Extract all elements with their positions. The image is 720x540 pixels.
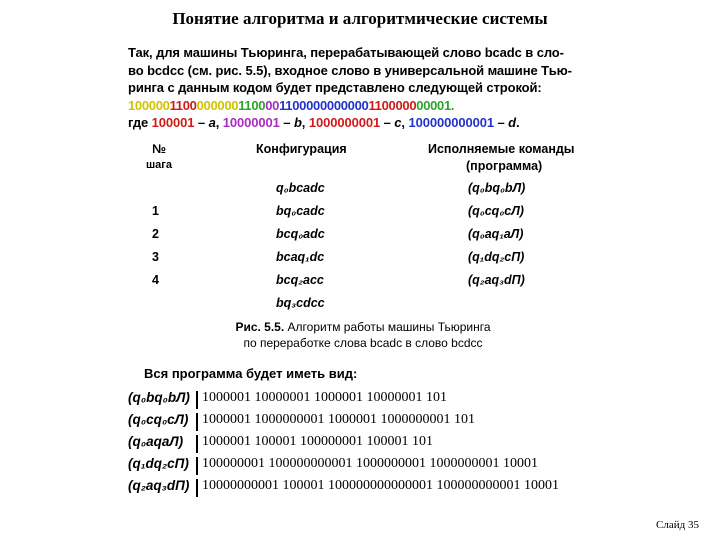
row-step: 4 (152, 273, 159, 287)
program-command: (q₁dq₂cП) (128, 456, 189, 471)
divider (196, 435, 198, 453)
caption-line-2: по переработке слова bcadc в слово bcdcc (243, 336, 483, 350)
sym-c: c (394, 115, 402, 130)
slide-title: Понятие алгоритма и алгоритмические системы (172, 9, 548, 28)
code-part: 1100000000000 (279, 97, 369, 113)
program-command: (q₂aq₃dП) (128, 478, 190, 493)
figure-caption (128, 319, 598, 351)
header-commands: Исполняемые команды (428, 142, 575, 156)
row-config: bcaq₁dc (276, 250, 325, 264)
sym-a: a (208, 115, 216, 130)
code-part: 000000 (196, 97, 239, 113)
code-b: 10000001 (222, 115, 280, 130)
code-part: 00001. (416, 97, 455, 113)
scanned-page (128, 44, 598, 493)
code-part: 100000 (128, 97, 170, 113)
intro-line-1: Так, для машины Тьюринга, перерабатывающей слово bcadc в сло- (128, 45, 564, 60)
divider (196, 457, 198, 475)
row-config: bq₃cdcc (276, 296, 325, 310)
program-command: (q₀aqaЛ) (128, 434, 184, 449)
header-config: Конфигурация (256, 142, 347, 156)
program-heading: Вся программа будет иметь вид: (144, 366, 358, 381)
row-step: 3 (152, 250, 159, 264)
row-command: (q₀aq₁aЛ) (468, 227, 524, 241)
row-config: bcq₀adc (276, 227, 325, 241)
intro-line-3: ринга с данным кодом будет представлено следующей строкой: (128, 80, 542, 95)
code-part: 1100000 (368, 97, 417, 113)
caption-label: Рис. 5.5. (235, 320, 285, 334)
row-command: (q₁dq₂cП) (468, 250, 525, 264)
caption-line-1: Алгоритм работы машины Тьюринга (287, 320, 491, 334)
divider (196, 413, 198, 431)
slide-number: Слайд 35 (656, 519, 699, 531)
sym-b: b (293, 115, 302, 130)
divider (196, 479, 198, 497)
code-part: 1100 (238, 97, 266, 113)
program-command: (q₀cq₀cЛ) (128, 412, 189, 427)
program-code: 10000000001 100001 100000000000001 100000000001 10001 (202, 478, 559, 493)
row-step: 2 (152, 227, 159, 241)
divider (196, 391, 198, 409)
code-part: 00 (265, 97, 280, 113)
header-step-2: шага (146, 159, 172, 171)
program-code: 1000001 10000001 1000001 10000001 101 (202, 390, 447, 405)
encoded-input-string (128, 97, 598, 115)
row-config: q₀bcadc (276, 181, 325, 195)
row-config: bq₀cadc (276, 204, 325, 218)
header-step: № (152, 142, 166, 156)
program-code: 100000001 100000000001 1000000001 1000000001 10001 (202, 456, 538, 471)
row-command: (q₀bq₀bЛ) (468, 181, 526, 195)
row-step: 1 (152, 204, 159, 218)
code-a: 100001 (151, 115, 195, 130)
row-command: (q₀cq₀cЛ) (468, 204, 524, 218)
program-code: 1000001 1000000001 1000001 1000000001 101 (202, 412, 475, 427)
code-part: 1100 (169, 97, 197, 113)
row-command: (q₂aq₃dП) (468, 273, 525, 287)
where-prefix: где (128, 115, 149, 130)
symbol-codes-line: где 100001 – a, 10000001 – b, 1000000001 – c, 100000000001 – d. (128, 115, 520, 130)
code-c: 1000000001 (308, 115, 381, 130)
header-commands-2: (программа) (466, 159, 543, 173)
program-code: 1000001 100001 100000001 100001 101 (202, 434, 433, 449)
sym-d: d (508, 115, 517, 130)
row-config: bcq₂acc (276, 273, 324, 287)
intro-paragraph (128, 44, 598, 132)
program-command: (q₀bq₀bЛ) (128, 390, 190, 405)
code-d: 100000000001 (408, 115, 495, 130)
intro-line-2: во bcdcc (см. рис. 5.5), входное слово в универсальной машине Тью- (128, 62, 572, 78)
